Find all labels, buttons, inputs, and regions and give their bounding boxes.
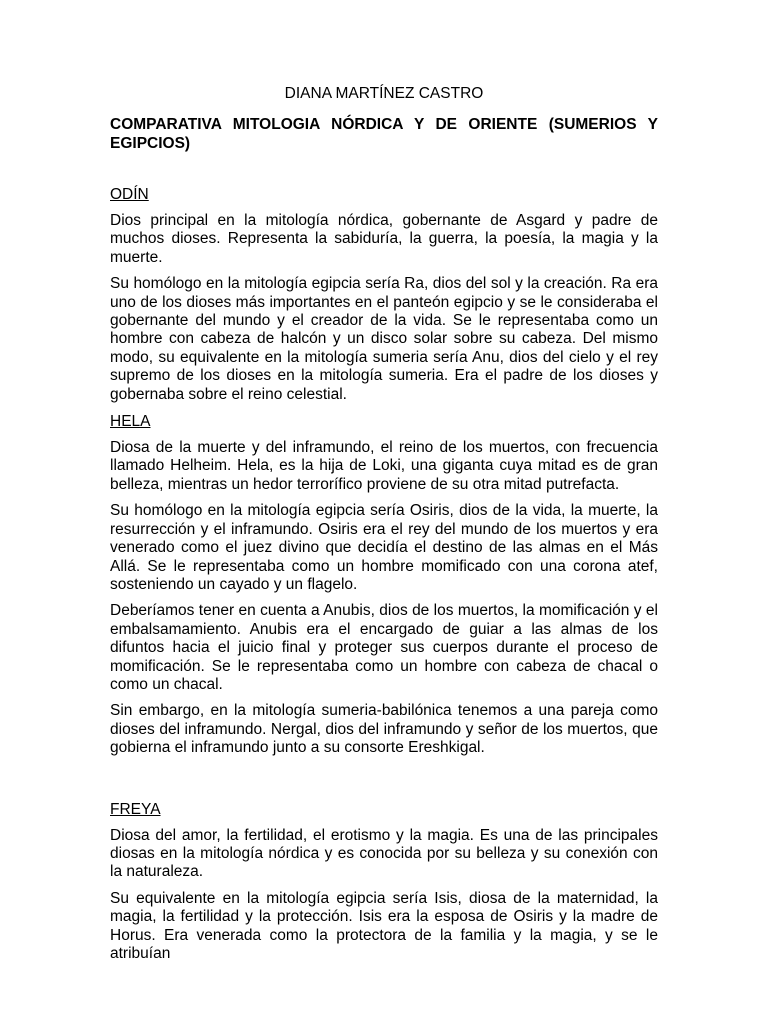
paragraph: Su equivalente en la mitología egipcia sería Isis, diosa de la maternidad, la magia, la fertilidad y la protección. Isis era la esposa de Osiris y la madre de Horus. Era venerada como la protectora de la familia y la magia, y se le atribuían	[110, 889, 658, 962]
paragraph: Sin embargo, en la mitología sumeria-babilónica tenemos a una pareja como dioses del inframundo. Nergal, dios del inframundo y señor de los muertos, que gobierna el inframundo junto a su consorte Ereshkigal.	[110, 702, 658, 757]
paragraph: Diosa del amor, la fertilidad, el erotismo y la magia. Es una de las principales diosas en la mitología nórdica y es conocida por su belleza y su conexión con la naturaleza.	[110, 826, 658, 881]
document-body	[110, 84, 658, 971]
paragraph: Dios principal en la mitología nórdica, gobernante de Asgard y padre de muchos dioses. Representa la sabiduría, la guerra, la poesía, la magia y la muerte.	[110, 212, 658, 266]
section-hela	[110, 412, 658, 758]
section-heading-odin: ODÍN	[110, 186, 149, 203]
paragraph: Deberíamos tener en cuenta a Anubis, dios de los muertos, la momificación y el embalsamamiento. Anubis era el encargado de guiar a las almas de los difuntos hacia el juicio final y proteger sus cuerpos durante el proceso de momificación. Se le representaba como un hombre con cabeza de chacal o como un chacal.	[110, 602, 658, 693]
section-spacer	[110, 770, 658, 800]
section-freya	[110, 800, 658, 964]
section-heading-hela: HELA	[110, 413, 151, 431]
section-odin	[110, 185, 658, 404]
paragraph: Su homólogo en la mitología egipcia sería Ra, dios del sol y la creación. Ra era uno de los dioses más importantes en el panteón egipcio y se le consideraba el gobernante del mundo y el creador de la vida. Se le representaba como un hombre con cabeza de halcón y un disco solar sobre su cabeza. Del mismo modo, su equivalente en la mitología sumeria sería Anu, dios del cielo y el rey supremo de los dioses en la mitología sumeria. Era el padre de los dioses y gobernaba sobre el reino celestial.	[110, 275, 658, 403]
section-heading-freya: FREYA	[110, 800, 161, 818]
paragraph: Diosa de la muerte y del inframundo, el reino de los muertos, con frecuencia llamado Helheim. Hela, es la hija de Loki, una giganta cuya mitad es de gran belleza, mientras un hedor terrorífico proviene de su otra mitad putrefacta.	[110, 439, 658, 493]
author-name: DIANA MARTÍNEZ CASTRO	[284, 85, 484, 102]
paragraph: Su homólogo en la mitología egipcia sería Osiris, dios de la vida, la muerte, la resurrección y el inframundo. Osiris era el rey del mundo de los muertos y era venerado como el juez divino que decidía el destino de las almas en el Más Allá. Se le representaba como un hombre momificado con una corona atef, sosteniendo un cayado y un flagelo.	[110, 502, 658, 593]
document-title: COMPARATIVA MITOLOGIA NÓRDICA Y DE ORIENTE (SUMERIOS Y EGIPCIOS)	[110, 116, 658, 152]
